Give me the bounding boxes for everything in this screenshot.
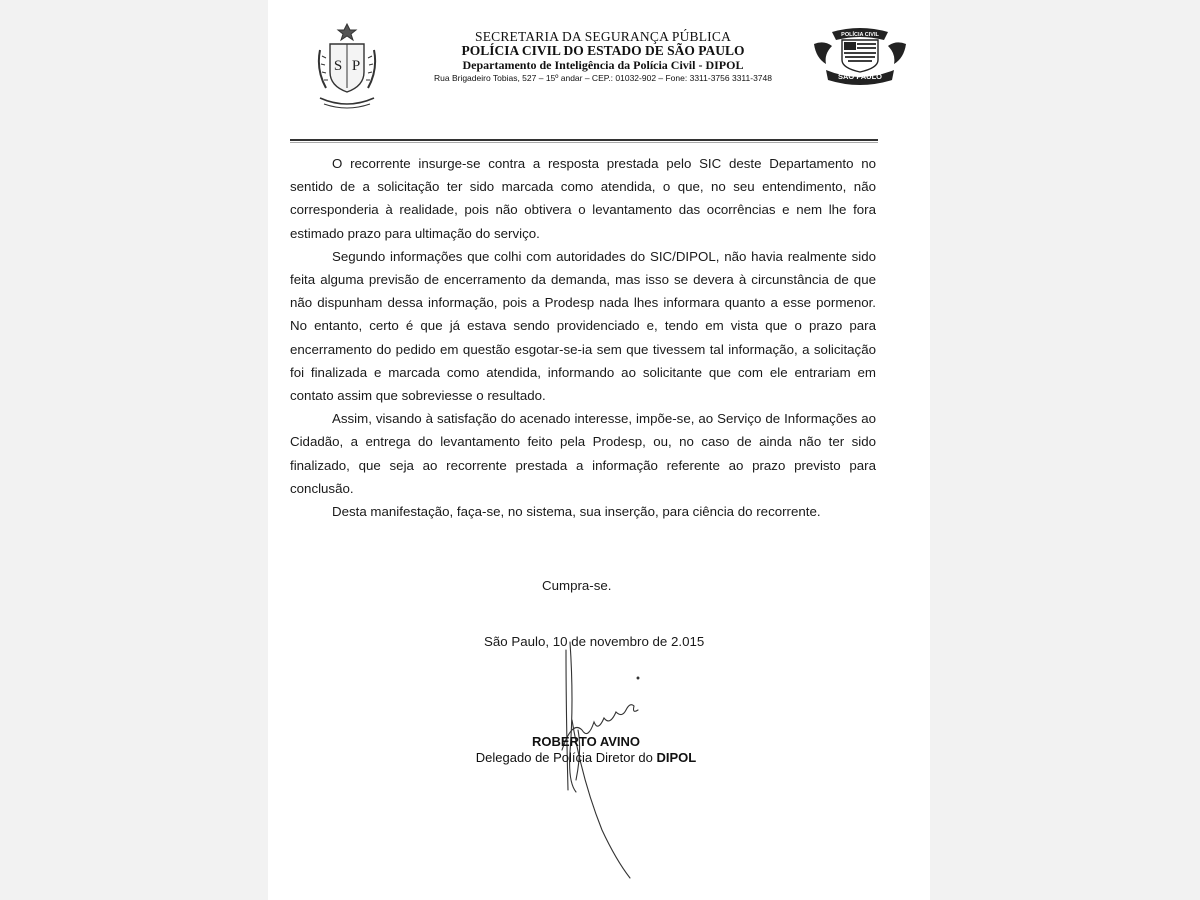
header-line-1: SECRETARIA DA SEGURANÇA PÚBLICA: [474, 29, 732, 44]
header-line-2: POLÍCIA CIVIL DO ESTADO DE SÃO PAULO: [461, 43, 745, 58]
letterhead: [408, 29, 798, 84]
header-line-3: Departamento de Inteligência da Polícia Civil - DIPOL: [462, 58, 744, 72]
paragraph-2: Segundo informações que colhi com autoridades do SIC/DIPOL, não havia realmente sido feita alguma previsão de encerramento da demanda, mas isso se devera à circunstância de que não dispunham dessa informação, pois a Prodesp nada lhes informara quanto a esse pormenor. No entanto, certo é que já estava sendo providenciado e, tendo em vista que o prazo para encerramento do pedido em questão esgotar-se-ia sem que tivessem tal informação, a solicitação foi finalizada e marcada como atendida, informando ao solicitante que com ele entrariam em contato assim que sobreviesse o resultado.: [290, 248, 876, 404]
crest-letter-s: S: [333, 58, 343, 74]
badge-top-text: POLÍCIA CIVIL: [841, 32, 879, 38]
cumpra-se: Cumpra-se.: [542, 578, 612, 593]
header-divider: [290, 139, 878, 141]
document-date: São Paulo, 10 de novembro de 2.015: [484, 634, 705, 649]
paragraph-4: Desta manifestação, faça-se, no sistema, sua inserção, para ciência do recorrente.: [332, 504, 821, 520]
crest-letter-p: P: [351, 58, 361, 74]
paragraph-1: O recorrente insurge-se contra a resposta prestada pelo SIC deste Departamento no sentido de a solicitação ter sido marcada como atendida, o que, no seu entendimento, não corresponderia à realidade, pois não obtivera o levantamento das ocorrências e nem lhe fora estimado prazo para ultimação do serviço.: [290, 156, 876, 241]
header-address: Rua Brigadeiro Tobias, 527 – 15º andar – CEP.: 01032-902 – Fone: 3311-3756 3311-3748: [433, 73, 772, 83]
document-page: [268, 0, 930, 900]
signatory-role: [426, 750, 746, 765]
paragraph-3: Assim, visando à satisfação do acenado interesse, impõe-se, ao Serviço de Informações ao Cidadão, a entrega do levantamento feito pela Prodesp, ou, no caso de ainda não ter sido finalizado, que seja ao recorrente prestada a informação referente ao prazo previsto para conclusão.: [290, 411, 876, 496]
signatory-role-org: DIPOL: [656, 750, 697, 765]
policia-civil-badge-icon: [812, 24, 908, 86]
signatory-name: ROBERTO AVINO: [531, 734, 641, 749]
sp-coat-of-arms-icon: [316, 22, 378, 112]
signatory-role-title: Delegado de Polícia Diretor do: [475, 750, 657, 765]
header-divider-shadow: [290, 142, 878, 143]
document-body: [290, 152, 876, 523]
badge-bottom-text: SÃO PAULO: [837, 72, 883, 81]
